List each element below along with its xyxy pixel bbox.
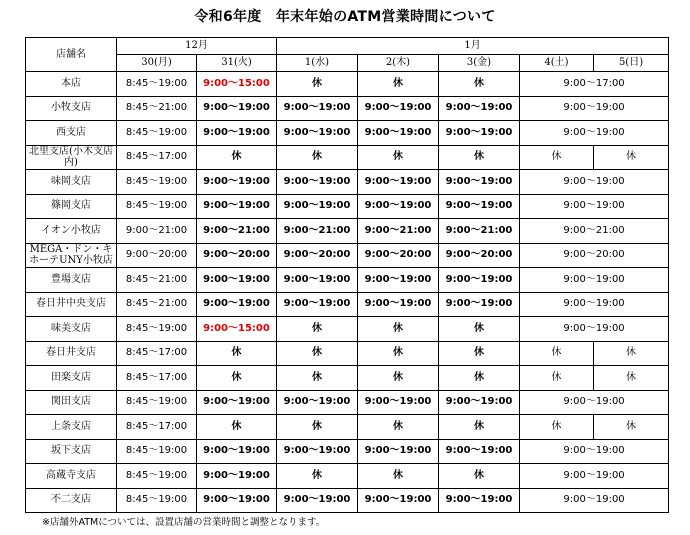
hours-cell: 9:00〜19:00 — [358, 488, 439, 513]
hours-cell: 休 — [439, 464, 520, 489]
hours-cell: 9:00〜19:00 — [520, 390, 669, 415]
hours-cell: 休 — [358, 415, 439, 440]
hours-cell: 9:00〜19:00 — [439, 292, 520, 317]
header-day: 30(月) — [117, 55, 197, 72]
table-row — [26, 366, 669, 391]
hours-cell: 8:45〜21:00 — [117, 268, 197, 293]
hours-cell: 9:00〜19:00 — [197, 488, 277, 513]
hours-cell: 休 — [277, 145, 358, 170]
branch-name: 上条支店 — [26, 415, 117, 440]
header-day: 4(土) — [520, 55, 594, 72]
hours-cell: 休 — [439, 366, 520, 391]
table-row — [26, 72, 669, 97]
header-branch-label: 店舗名 — [26, 38, 117, 72]
table-row — [26, 317, 669, 342]
branch-name: 坂下支店 — [26, 439, 117, 464]
table-row — [26, 488, 669, 513]
table-row — [26, 390, 669, 415]
hours-cell: 8:45〜17:00 — [117, 341, 197, 366]
hours-cell: 9:00〜21:00 — [197, 219, 277, 244]
branch-name: 田楽支店 — [26, 366, 117, 391]
hours-cell: 9:00〜19:00 — [520, 439, 669, 464]
hours-cell: 9:00〜19:00 — [439, 170, 520, 195]
hours-cell: 9:00〜19:00 — [197, 268, 277, 293]
table-row — [26, 292, 669, 317]
hours-cell: 9:00〜19:00 — [197, 439, 277, 464]
branch-name: 豊場支店 — [26, 268, 117, 293]
hours-cell: 9:00〜19:00 — [520, 488, 669, 513]
hours-cell: 9:00〜19:00 — [277, 96, 358, 121]
hours-cell: 休 — [520, 145, 594, 170]
branch-name: 味岡支店 — [26, 170, 117, 195]
table-row — [26, 268, 669, 293]
hours-cell: 9:00〜19:00 — [277, 292, 358, 317]
atm-hours-table — [25, 37, 669, 513]
hours-cell: 9:00〜19:00 — [197, 121, 277, 146]
hours-cell: 9:00〜19:00 — [358, 96, 439, 121]
hours-cell: 休 — [277, 341, 358, 366]
hours-cell: 8:45〜19:00 — [117, 194, 197, 219]
hours-cell: 9:00〜19:00 — [439, 390, 520, 415]
hours-cell: 8:45〜19:00 — [117, 464, 197, 489]
hours-cell: 9:00〜19:00 — [277, 488, 358, 513]
hours-cell: 休 — [520, 366, 594, 391]
hours-cell: 8:45〜21:00 — [117, 292, 197, 317]
hours-cell: 9:00〜21:00 — [439, 219, 520, 244]
footnote: ※店舗外ATMについては、設置店舗の営業時間と調整となります。 — [42, 517, 326, 528]
hours-cell: 8:45〜17:00 — [117, 366, 197, 391]
hours-cell: 休 — [277, 415, 358, 440]
hours-cell: 9:00〜19:00 — [439, 96, 520, 121]
branch-name: 春日井中央支店 — [26, 292, 117, 317]
hours-cell: 休 — [358, 366, 439, 391]
hours-cell: 8:45〜21:00 — [117, 96, 197, 121]
hours-cell: 休 — [197, 145, 277, 170]
hours-cell: 休 — [439, 317, 520, 342]
hours-cell: 9:00〜19:00 — [520, 464, 669, 489]
hours-cell: 9:00〜20:00 — [520, 243, 669, 268]
hours-cell: 9:00〜19:00 — [439, 194, 520, 219]
table-row — [26, 415, 669, 440]
hours-cell: 9:00〜21:00 — [117, 219, 197, 244]
hours-cell: 9:00〜19:00 — [439, 439, 520, 464]
header-day: 31(火) — [197, 55, 277, 72]
branch-name: 西支店 — [26, 121, 117, 146]
hours-cell: 8:45〜19:00 — [117, 317, 197, 342]
hours-cell: 休 — [439, 415, 520, 440]
hours-cell: 9:00〜19:00 — [439, 121, 520, 146]
hours-cell: 9:00〜19:00 — [358, 292, 439, 317]
hours-cell: 休 — [277, 464, 358, 489]
hours-cell: 休 — [439, 145, 520, 170]
branch-name: 関田支店 — [26, 390, 117, 415]
hours-cell: 休 — [594, 341, 669, 366]
hours-cell: 9:00〜19:00 — [197, 464, 277, 489]
hours-cell: 9:00〜19:00 — [520, 96, 669, 121]
branch-name: 春日井支店 — [26, 341, 117, 366]
hours-cell: 休 — [277, 72, 358, 97]
table-row — [26, 145, 669, 170]
hours-cell: 休 — [277, 317, 358, 342]
branch-name: 本店 — [26, 72, 117, 97]
table-row — [26, 121, 669, 146]
hours-cell: 休 — [197, 366, 277, 391]
hours-cell: 9:00〜21:00 — [358, 219, 439, 244]
hours-cell: 9:00〜15:00 — [197, 317, 277, 342]
branch-name: MEGA・ドン・キホーテUNY小牧店 — [26, 243, 117, 268]
header-day: 1(水) — [277, 55, 358, 72]
hours-cell: 8:45〜17:00 — [117, 145, 197, 170]
branch-name: 不二支店 — [26, 488, 117, 513]
table-row — [26, 219, 669, 244]
branch-name: イオン小牧店 — [26, 219, 117, 244]
table-row — [26, 194, 669, 219]
hours-cell: 休 — [520, 341, 594, 366]
hours-cell: 9:00〜19:00 — [358, 439, 439, 464]
hours-cell: 休 — [277, 366, 358, 391]
header-day: 2(木) — [358, 55, 439, 72]
hours-cell: 9:00〜21:00 — [520, 219, 669, 244]
hours-cell: 休 — [594, 366, 669, 391]
hours-cell: 9:00〜19:00 — [277, 390, 358, 415]
hours-cell: 9:00〜19:00 — [197, 292, 277, 317]
hours-cell: 休 — [594, 415, 669, 440]
hours-cell: 9:00〜19:00 — [439, 488, 520, 513]
hours-cell: 9:00〜15:00 — [197, 72, 277, 97]
hours-cell: 8:45〜19:00 — [117, 390, 197, 415]
table-row — [26, 464, 669, 489]
header-month-january: 1月 — [277, 38, 669, 55]
table-row — [26, 170, 669, 195]
branch-name: 北里支店(小木支店内) — [26, 145, 117, 170]
hours-cell: 9:00〜20:00 — [117, 243, 197, 268]
header-month-december: 12月 — [117, 38, 277, 55]
hours-cell: 9:00〜19:00 — [277, 170, 358, 195]
hours-cell: 休 — [520, 415, 594, 440]
table-row — [26, 96, 669, 121]
hours-cell: 9:00〜19:00 — [197, 96, 277, 121]
hours-cell: 9:00〜20:00 — [277, 243, 358, 268]
hours-cell: 9:00〜19:00 — [520, 268, 669, 293]
hours-cell: 9:00〜19:00 — [520, 170, 669, 195]
hours-cell: 9:00〜19:00 — [277, 439, 358, 464]
hours-cell: 9:00〜19:00 — [520, 194, 669, 219]
table-row — [26, 341, 669, 366]
page-title: 令和6年度 年末年始のATM営業時間について — [194, 9, 496, 25]
hours-cell: 8:45〜19:00 — [117, 488, 197, 513]
hours-cell: 9:00〜21:00 — [277, 219, 358, 244]
table-row — [26, 243, 669, 268]
hours-cell: 休 — [358, 341, 439, 366]
branch-name: 篠岡支店 — [26, 194, 117, 219]
hours-cell: 休 — [358, 72, 439, 97]
hours-cell: 9:00〜20:00 — [439, 243, 520, 268]
hours-cell: 休 — [197, 341, 277, 366]
hours-cell: 9:00〜19:00 — [358, 194, 439, 219]
hours-cell: 9:00〜19:00 — [277, 268, 358, 293]
hours-cell: 休 — [439, 72, 520, 97]
hours-cell: 9:00〜19:00 — [277, 194, 358, 219]
hours-cell: 8:45〜19:00 — [117, 170, 197, 195]
branch-name: 小牧支店 — [26, 96, 117, 121]
header-day: 3(金) — [439, 55, 520, 72]
hours-cell: 8:45〜17:00 — [117, 415, 197, 440]
header-day: 5(日) — [594, 55, 669, 72]
hours-cell: 9:00〜19:00 — [358, 121, 439, 146]
hours-cell: 9:00〜19:00 — [520, 292, 669, 317]
hours-cell: 9:00〜19:00 — [358, 390, 439, 415]
hours-cell: 9:00〜19:00 — [197, 194, 277, 219]
hours-cell: 8:45〜19:00 — [117, 72, 197, 97]
hours-cell: 9:00〜19:00 — [520, 317, 669, 342]
hours-cell: 9:00〜20:00 — [358, 243, 439, 268]
hours-cell: 休 — [358, 464, 439, 489]
hours-cell: 9:00〜19:00 — [520, 121, 669, 146]
hours-cell: 9:00〜17:00 — [520, 72, 669, 97]
hours-cell: 9:00〜19:00 — [358, 170, 439, 195]
hours-cell: 休 — [594, 145, 669, 170]
hours-cell: 休 — [358, 317, 439, 342]
hours-cell: 8:45〜19:00 — [117, 121, 197, 146]
hours-cell: 9:00〜19:00 — [197, 170, 277, 195]
branch-name: 高蔵寺支店 — [26, 464, 117, 489]
table-row — [26, 439, 669, 464]
hours-cell: 8:45〜19:00 — [117, 439, 197, 464]
hours-cell: 休 — [197, 415, 277, 440]
hours-cell: 9:00〜20:00 — [197, 243, 277, 268]
branch-name: 味美支店 — [26, 317, 117, 342]
hours-cell: 休 — [358, 145, 439, 170]
hours-cell: 9:00〜19:00 — [197, 390, 277, 415]
hours-cell: 9:00〜19:00 — [358, 268, 439, 293]
hours-cell: 休 — [439, 341, 520, 366]
hours-cell: 9:00〜19:00 — [439, 268, 520, 293]
hours-cell: 9:00〜19:00 — [277, 121, 358, 146]
